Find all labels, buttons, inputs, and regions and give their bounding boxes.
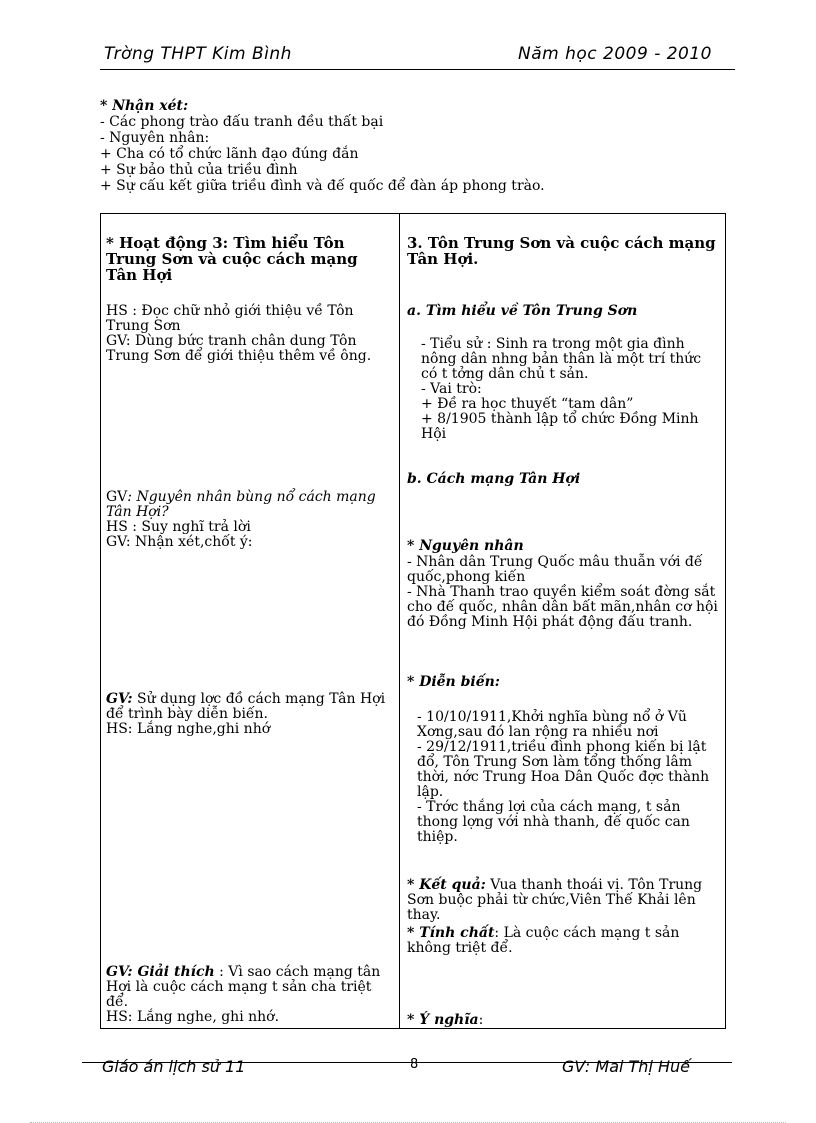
role-line: + Đề ra học thuyết “tam dân” xyxy=(421,396,634,412)
events-body xyxy=(407,710,721,845)
nature-text: : Là cuộc cách mạng t sản không triệt để. xyxy=(407,925,680,956)
left-line: HS : Đọc chữ nhỏ giới thiệu về Tôn Trung Sơn xyxy=(106,303,354,334)
section-title: 3. Tôn Trung Sơn và cuộc cách mạng Tân Hợi. xyxy=(407,234,716,268)
instruction-text: : Vì sao cách mạng tân Hợi là cuộc cách mạng t sản cha triệt để. xyxy=(106,964,381,1010)
subsection-b-title: b. Cách mạng Tân Hợi xyxy=(407,471,581,487)
footer-right: GV: Mai Thị Huế xyxy=(562,1057,690,1076)
question-text: : Nguyên nhân bùng nổ cách mạng Tân Hợi? xyxy=(106,489,376,520)
result-text: Vua thanh thoái vị. Tôn Trung Sơn buộc phải từ chức,Viên Thế Khải lên thay. xyxy=(407,877,703,923)
intro-line: + Sự bảo thủ của triều đình xyxy=(100,162,298,178)
nature-block xyxy=(407,926,721,956)
header-year: Năm học 2009 - 2010 xyxy=(518,44,712,64)
gv-label: GV: xyxy=(106,691,133,707)
activity-title: * Hoạt động 3: Tìm hiểu Tôn Trung Sơn và cuộc cách mạng Tân Hợi xyxy=(106,234,358,284)
left-block-2 xyxy=(106,490,391,550)
nature-label: * Tính chất xyxy=(407,925,495,941)
events-title: * Diễn biến: xyxy=(407,674,500,690)
event-line: - 10/10/1911,Khởi nghĩa bùng nổ ở Vũ Xơng,sau đó lan rộng ra nhiều nơi xyxy=(417,709,687,740)
result-label: * Kết quả: xyxy=(407,877,486,893)
meaning-label: * Ý nghĩa xyxy=(407,1012,479,1028)
left-line: GV: Dùng bức tranh chân dung Tôn Trung Sơn để giới thiệu thêm về ông. xyxy=(106,333,372,364)
left-block-3 xyxy=(106,692,391,737)
cause-title: * Nguyên nhân xyxy=(407,538,524,554)
left-instruction xyxy=(106,965,391,1010)
footer-left: Giáo án lịch sử 11 xyxy=(102,1057,246,1076)
gv-label: GV xyxy=(106,489,128,505)
event-line: - Trớc thắng lợi của cách mạng, t sản thong lợng với nhà thanh, đế quốc can thiệp. xyxy=(417,799,690,845)
subsection-a-title: a. Tìm hiểu về Tôn Trung Sơn xyxy=(407,303,638,319)
intro-line: + Sự cấu kết giữa triều đình và đế quốc để đàn áp phong trào. xyxy=(100,178,545,194)
cause-body xyxy=(407,555,721,630)
intro-line: - Nguyên nhân: xyxy=(100,130,210,146)
left-question xyxy=(106,490,391,520)
event-line: - 29/12/1911,triều đình phong kiến bị lật đổ, Tôn Trung Sơn làm tổng thống lâm thời, nớc Trung Hoa Dân Quốc đợc thành lập. xyxy=(417,739,710,800)
lesson-table xyxy=(100,213,726,1029)
role-line: - Vai trò: xyxy=(421,381,482,397)
left-block-4 xyxy=(106,965,391,1025)
left-line: HS : Suy nghĩ trả lời xyxy=(106,519,251,535)
cause-line: - Nhà Thanh trao quyền kiểm soát đờng sắt cho đế quốc, nhân dân bất mãn,nhân cơ hội đó Đồng Minh Hội phát động đấu tranh. xyxy=(407,584,718,630)
intro-section xyxy=(100,98,720,194)
left-block-1 xyxy=(106,304,391,364)
meaning-text: : xyxy=(478,1012,484,1028)
left-line: HS: Lắng nghe,ghi nhớ xyxy=(106,721,271,737)
intro-line: + Cha có tổ chức lãnh đạo đúng đắn xyxy=(100,146,359,162)
gv-label: GV: Giải thích xyxy=(106,964,215,980)
left-line: HS: Lắng nghe, ghi nhớ. xyxy=(106,1009,280,1025)
instruction-text: Sử dụng lợc đồ cách mạng Tân Hợi để trình bày diễn biến. xyxy=(106,691,386,722)
header-rule xyxy=(100,69,735,70)
left-instruction xyxy=(106,692,391,722)
meaning-block xyxy=(407,1013,721,1028)
left-line: GV: Nhận xét,chốt ý: xyxy=(106,534,253,550)
header-school: Trờng THPT Kim Bình xyxy=(104,44,292,64)
intro-line: - Các phong trào đấu tranh đều thất bại xyxy=(100,114,384,130)
page-number: 8 xyxy=(410,1057,419,1072)
column-divider xyxy=(399,214,400,1028)
cause-line: - Nhân dân Trung Quốc mâu thuẫn với đế quốc,phong kiến xyxy=(407,554,703,585)
bio-line: - Tiểu sử : Sinh ra trong một gia đình nông dân nhng bản thân là một trí thức có t tởng dân chủ t sản. xyxy=(421,336,702,382)
result-block xyxy=(407,878,721,923)
intro-title: * Nhận xét: xyxy=(100,98,189,114)
subsection-a-body xyxy=(407,337,721,442)
role-line: + 8/1905 thành lập tổ chức Đồng Minh Hội xyxy=(421,411,699,442)
